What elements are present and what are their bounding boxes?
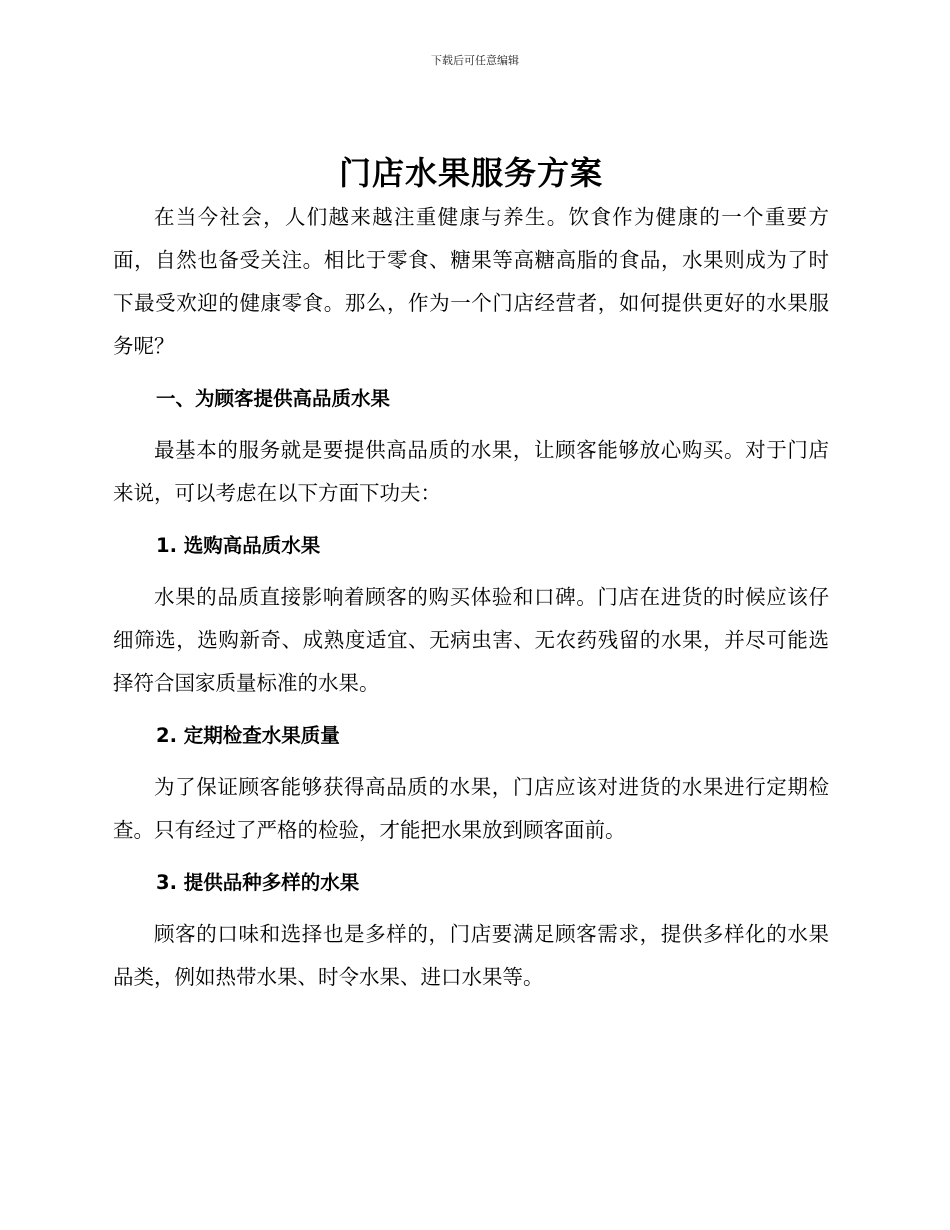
subsection-paragraph-3: 顾客的口味和选择也是多样的，门店要满足顾客需求，提供多样化的水果品类，例如热带水果、时令水果、进口水果等。 xyxy=(113,922,829,989)
subsection-heading-1: 1. 选购高品质水果 xyxy=(156,534,321,557)
header-note: 下载后可任意编辑 xyxy=(431,54,519,67)
document-body xyxy=(113,150,829,999)
subsection-heading-2: 2. 定期检查水果质量 xyxy=(156,724,340,747)
subsection-heading-3: 3. 提供品种多样的水果 xyxy=(156,871,360,894)
subsection-paragraph-2: 为了保证顾客能够获得高品质的水果，门店应该对进货的水果进行定期检查。只有经过了严格的检验，才能把水果放到顾客面前。 xyxy=(113,775,829,842)
subsection-paragraph-1: 水果的品质直接影响着顾客的购买体验和口碑。门店在进货的时候应该仔细筛选，选购新奇、成熟度适宜、无病虫害、无农药残留的水果，并尽可能选择符合国家质量标准的水果。 xyxy=(113,585,829,695)
section-heading: 一、为顾客提供高品质水果 xyxy=(156,387,391,410)
section-intro-paragraph: 最基本的服务就是要提供高品质的水果，让顾客能够放心购买。对于门店来说，可以考虑在以下方面下功夫： xyxy=(113,438,829,505)
intro-paragraph: 在当今社会，人们越来越注重健康与养生。饮食作为健康的一个重要方面，自然也备受关注。相比于零食、糖果等高糖高脂的食品，水果则成为了时下最受欢迎的健康零食。那么，作为一个门店经营者，如何提供更好的水果服务呢？ xyxy=(113,205,829,358)
document-title: 门店水果服务方案 xyxy=(338,154,603,192)
